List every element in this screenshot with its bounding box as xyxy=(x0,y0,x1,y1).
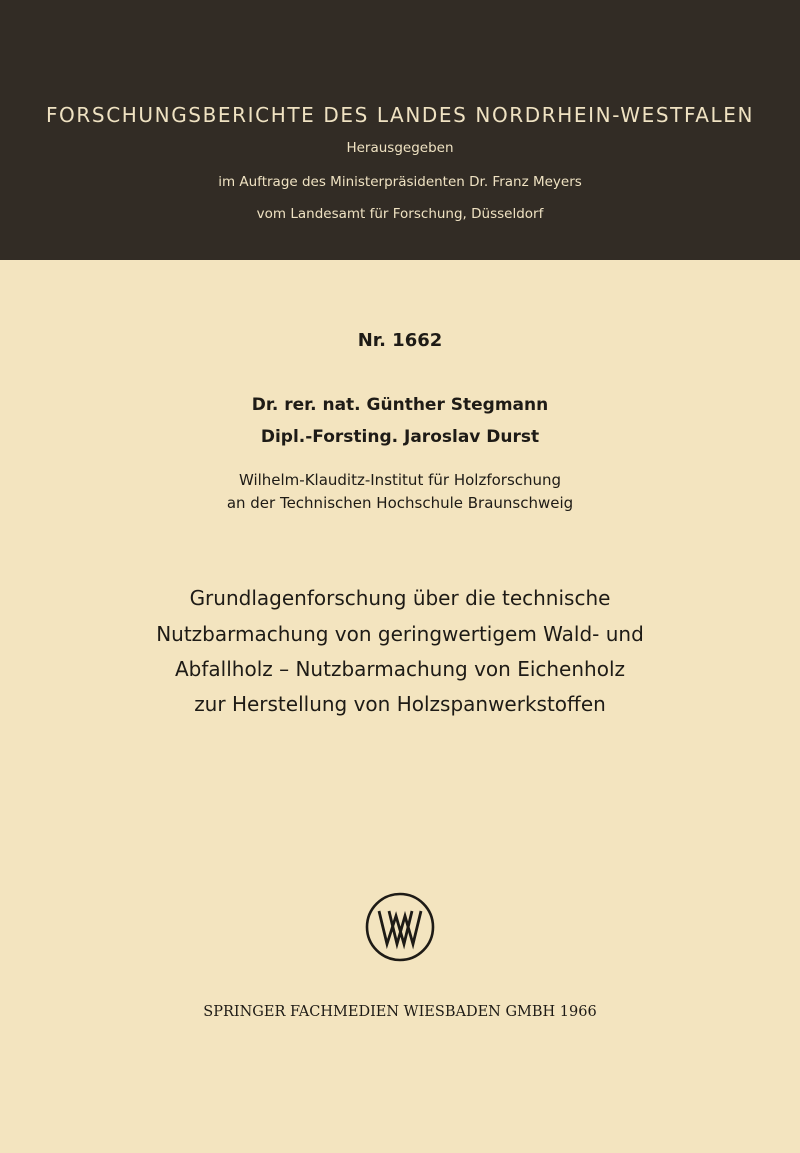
report-number: Nr. 1662 xyxy=(357,330,443,351)
publisher-logo-icon xyxy=(364,891,436,963)
book-title-line-2: Nutzbarmachung von geringwertigem Wald- und xyxy=(156,622,644,646)
book-title-line-1: Grundlagenforschung über die technische xyxy=(189,586,611,610)
author-1: Dr. rer. nat. Günther Stegmann xyxy=(251,395,549,415)
author-2: Dipl.-Forsting. Jaroslav Durst xyxy=(260,427,540,447)
series-header xyxy=(0,0,800,260)
book-title-line-4: zur Herstellung von Holzspanwerkstoffen xyxy=(194,692,606,716)
institution-line-1: Wilhelm-Klauditz-Institut für Holzforschung xyxy=(238,471,562,489)
editor-line-2: im Auftrage des Ministerpräsidenten Dr. Franz Meyers xyxy=(218,174,582,190)
book-title-line-3: Abfallholz – Nutzbarmachung von Eichenholz xyxy=(175,657,625,681)
institution-line-2: an der Technischen Hochschule Braunschweig xyxy=(226,494,574,512)
editor-line-1: Herausgegeben xyxy=(346,140,454,156)
editor-line-3: vom Landesamt für Forschung, Düsseldorf xyxy=(256,206,544,222)
series-title: FORSCHUNGSBERICHTE DES LANDES NORDRHEIN-WESTFALEN xyxy=(45,103,755,127)
publisher-imprint: SPRINGER FACHMEDIEN WIESBADEN GMBH 1966 xyxy=(203,1004,597,1020)
